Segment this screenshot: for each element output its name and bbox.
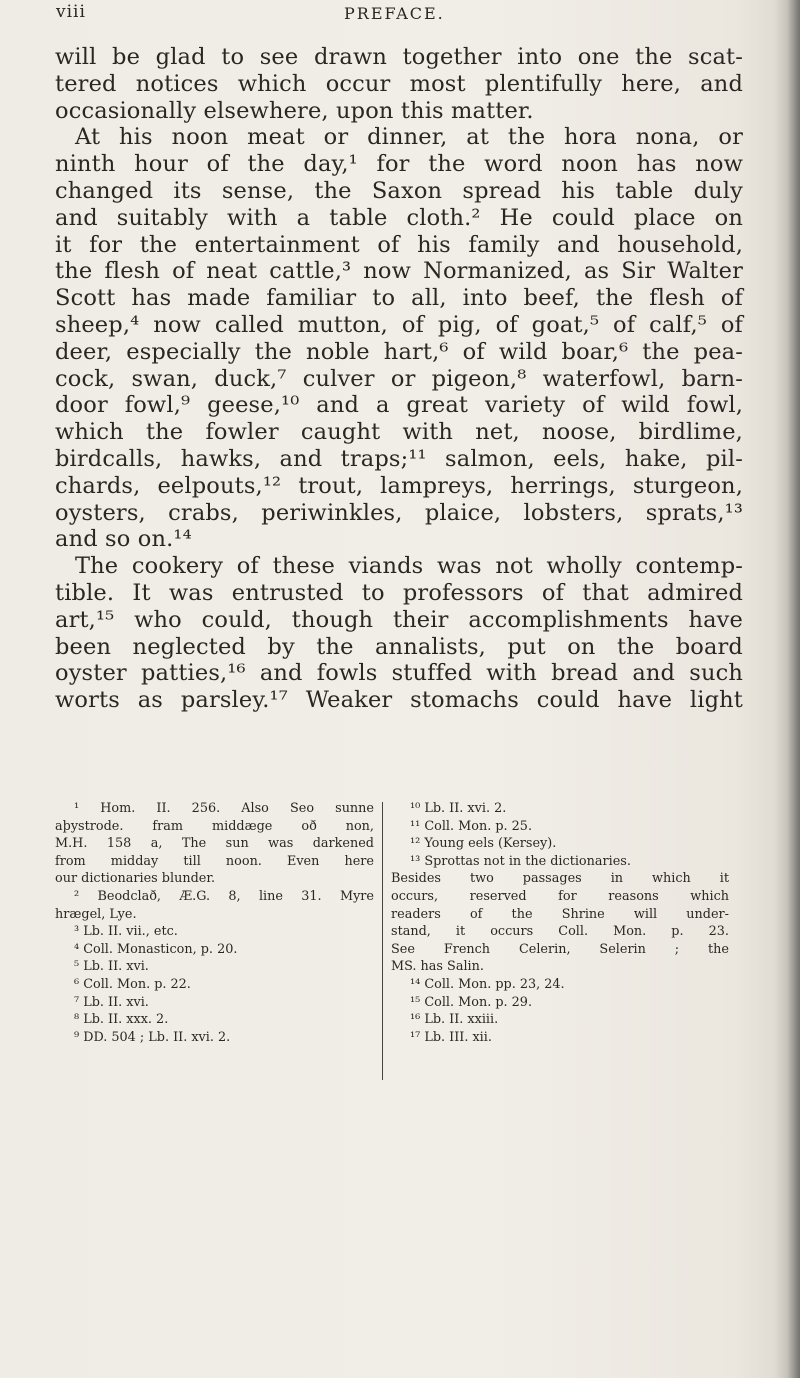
body-line: sheep,⁴ now called mutton, of pig, of goat,⁵ of calf,⁵ of [55, 311, 743, 338]
footnote-line: our dictionaries blunder. [55, 871, 216, 887]
footnote-line: ⁶ Coll. Mon. p. 22. [74, 976, 191, 992]
footnote-line: ⁵ Lb. II. xvi. [74, 959, 149, 975]
footnote-line: readers of the Shrine will under- [391, 906, 729, 922]
footnote-line: See French Celerin, Selerin ; the [391, 941, 729, 957]
body-line: tered notices which occur most plentifully here, and [55, 70, 743, 97]
body-line: door fowl,⁹ geese,¹⁰ and a great variety of wild fowl, [55, 392, 743, 419]
footnote-line: ⁴ Coll. Monasticon, p. 20. [74, 941, 238, 957]
body-line: oysters, crabs, periwinkles, plaice, lobsters, sprats,¹³ [55, 499, 743, 526]
footnote-line: ¹⁶ Lb. II. xxiii. [410, 1012, 499, 1028]
footnote-line: hrægel, Lye. [55, 906, 137, 922]
body-line: the flesh of neat cattle,³ now Normanized, as Sir Walter [55, 258, 743, 285]
body-line: ninth hour of the day,¹ for the word noon has now [55, 151, 743, 178]
body-line: deer, especially the noble hart,⁶ of wild boar,⁶ the pea- [55, 338, 743, 365]
footnote-line: ¹⁵ Coll. Mon. p. 29. [410, 994, 533, 1010]
footnote-line: ² Beodclað, Æ.G. 8, line 31. Myre [74, 888, 374, 904]
body-line: cock, swan, duck,⁷ culver or pigeon,⁸ waterfowl, barn- [55, 365, 743, 392]
footnote-line: ¹⁷ Lb. III. xii. [410, 1029, 492, 1045]
body-line: will be glad to see drawn together into one the scat- [55, 44, 743, 70]
body-line: occasionally elsewhere, upon this matter. [55, 97, 534, 124]
footnote-line: ⁷ Lb. II. xvi. [74, 994, 149, 1010]
footnote-line: Besides two passages in which it [391, 871, 729, 887]
running-head: PREFACE. [344, 4, 445, 23]
footnote-line: aþystrode. fram middæge oð non, [55, 818, 374, 834]
body-text [55, 44, 743, 714]
body-line: and so on.¹⁴ [55, 526, 192, 553]
body-line: birdcalls, hawks, and traps;¹¹ salmon, eels, hake, pil- [55, 445, 743, 472]
footnote-line: ¹⁰ Lb. II. xvi. 2. [410, 801, 507, 816]
footnote-line: from midday till noon. Even here [55, 853, 374, 869]
body-line: Scott has made familiar to all, into beef, the flesh of [55, 285, 743, 312]
footnote-line: occurs, reserved for reasons which [391, 888, 729, 904]
body-line: The cookery of these viands was not wholly contemp- [75, 553, 743, 580]
body-line: which the fowler caught with net, noose, birdlime, [55, 419, 743, 446]
footnote-line: ¹ Hom. II. 256. Also Seo sunne [74, 801, 374, 816]
body-line: tible. It was entrusted to professors of that admired [55, 579, 743, 606]
page-number: viii [56, 2, 86, 22]
column-divider [382, 802, 383, 1080]
body-line: oyster patties,¹⁶ and fowls stuffed with bread and such [55, 660, 743, 687]
footnote-line: ¹³ Sprottas not in the dictionaries. [410, 853, 631, 869]
body-line: changed its sense, the Saxon spread his table duly [55, 177, 743, 204]
footnote-line: ¹⁴ Coll. Mon. pp. 23, 24. [410, 976, 565, 992]
footnotes-right-column [391, 800, 729, 1046]
body-line: art,¹⁵ who could, though their accomplishments have [55, 606, 743, 633]
footnote-line: M.H. 158 a, The sun was darkened [55, 836, 374, 852]
footnote-line: MS. has Salin. [391, 959, 484, 975]
body-line: chards, eelpouts,¹² trout, lampreys, herrings, sturgeon, [55, 472, 743, 499]
footnotes [55, 800, 745, 1080]
body-line: worts as parsley.¹⁷ Weaker stomachs could have light [55, 687, 743, 714]
body-line: At his noon meat or dinner, at the hora nona, or [75, 124, 743, 151]
footnote-line: ³ Lb. II. vii., etc. [74, 924, 178, 940]
footnotes-left-column [55, 800, 374, 1046]
footnote-line: ⁹ DD. 504 ; Lb. II. xvi. 2. [74, 1029, 231, 1045]
footnote-line: stand, it occurs Coll. Mon. p. 23. [391, 924, 729, 940]
footnote-line: ¹² Young eels (Kersey). [410, 836, 557, 852]
footnote-line: ¹¹ Coll. Mon. p. 25. [410, 818, 533, 834]
body-line: it for the entertainment of his family and household, [55, 231, 743, 258]
body-line: and suitably with a table cloth.² He could place on [55, 204, 743, 231]
body-line: been neglected by the annalists, put on the board [55, 633, 743, 660]
footnote-line: ⁸ Lb. II. xxx. 2. [74, 1012, 169, 1028]
binding-edge-shadow [774, 0, 800, 1378]
